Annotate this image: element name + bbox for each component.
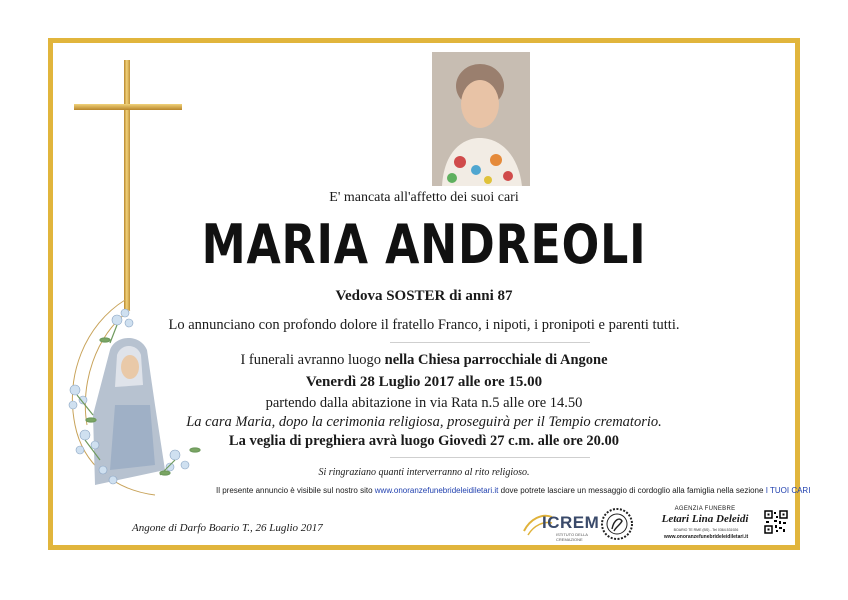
icrem-subtitle: ISTITUTO DELLA CREMAZIONE xyxy=(556,532,588,542)
divider xyxy=(390,457,590,458)
cross-icon-bar xyxy=(74,104,182,110)
portrait-photo xyxy=(432,52,530,186)
online-notice xyxy=(216,486,810,495)
intro-line: E' mancata all'affetto dei suoi cari xyxy=(329,190,519,205)
qr-code-icon[interactable] xyxy=(764,510,788,534)
agency-label: AGENZIA FUNEBRE xyxy=(674,506,736,512)
agency-contact: BOARIO TE RME (BS) - Tel 0364.531926 xyxy=(673,528,739,532)
online-prefix: Il presente annuncio è visibile sul nostro sito xyxy=(216,486,373,495)
announcement: Lo annunciano con profondo dolore il fratello Franco, i nipoti, i pronipoti e parenti tutti. xyxy=(168,317,680,333)
departure-line: partendo dalla abitazione in via Rata n.5 alle ore 14.50 xyxy=(265,395,583,411)
agency-name: Letari Lina Deleidi xyxy=(661,513,749,525)
subtitle: Vedova SOSTER di anni 87 xyxy=(335,288,513,304)
thanks-line: Si ringraziano quanti interverranno al rito religioso. xyxy=(318,467,530,478)
icrem-wordmark: ICREM xyxy=(542,513,600,532)
website-link[interactable]: www.onoranzefunebrideleidiletari.it xyxy=(374,486,499,495)
place-date: Angone di Darfo Boario T., 26 Luglio 2017 xyxy=(132,522,323,534)
vigil-line: La veglia di preghiera avrà luogo Giovedì 27 c.m. alle ore 20.00 xyxy=(228,433,620,449)
funeral-date: Venerdì 28 Luglio 2017 alle ore 15.00 xyxy=(305,374,543,390)
agency-seal-icon xyxy=(600,507,634,541)
funeral-prefix: I funerali avranno luogo xyxy=(240,352,381,368)
section-link[interactable]: I TUOI CARI xyxy=(765,486,811,495)
cremation-line: La cara Maria, dopo la cerimonia religiosa, proseguirà per il Tempio crematorio. xyxy=(186,414,662,430)
agency-website: www.onoranzefunebrideleidiletari.it xyxy=(663,534,749,540)
deceased-name: MARIA ANDREOLI xyxy=(201,213,647,276)
funeral-place: nella Chiesa parrocchiale di Angone xyxy=(384,352,608,368)
online-middle: dove potrete lasciare un messaggio di cordoglio alla famiglia nella sezione xyxy=(500,486,764,495)
funeral-line xyxy=(48,352,800,369)
divider xyxy=(390,342,590,343)
